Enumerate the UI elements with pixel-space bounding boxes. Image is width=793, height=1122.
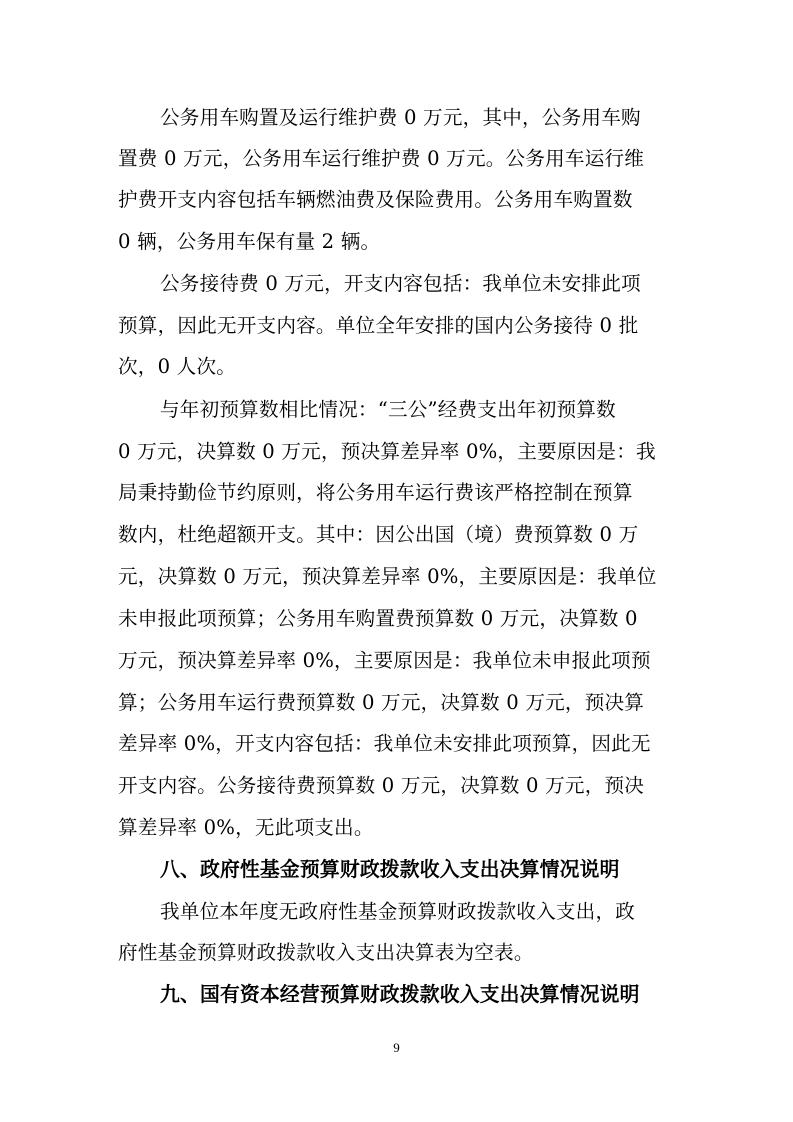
paragraph-line: 算；公务用车运行费预算数 0 万元，决算数 0 万元，预决算 — [118, 691, 645, 714]
paragraph-line: 元，决算数 0 万元，预决算差异率 0%，主要原因是：我单位 — [118, 565, 657, 588]
paragraph-line: 府性基金预算财政拨款收入支出决算表为空表。 — [118, 941, 534, 964]
paragraph-line: 置费 0 万元，公务用车运行维护费 0 万元。公务用车运行维 — [118, 147, 645, 170]
paragraph-line: 万元，预决算差异率 0%，主要原因是：我单位未申报此项预 — [118, 649, 651, 672]
page-number: 9 — [393, 1040, 400, 1055]
paragraph-line: 未申报此项预算；公务用车购置费预算数 0 万元，决算数 0 — [118, 607, 638, 630]
paragraph-line: 公务接待费 0 万元，开支内容包括：我单位未安排此项 — [160, 272, 641, 295]
paragraph-line: 差异率 0%，开支内容包括：我单位未安排此项预算，因此无 — [118, 732, 651, 755]
paragraph-line: 次，0 人次。 — [118, 355, 237, 378]
paragraph-line: 我单位本年度无政府性基金预算财政拨款收入支出，政 — [160, 900, 636, 923]
paragraph-line: 数内，杜绝超额开支。其中：因公出国（境）费预算数 0 万 — [118, 523, 639, 546]
paragraph-line: 局秉持勤俭节约原则，将公务用车运行费该严格控制在预算 — [118, 481, 633, 504]
paragraph-line: 公务用车购置及运行维护费 0 万元，其中，公务用车购 — [160, 106, 641, 129]
paragraph-line: 0 辆，公务用车保有量 2 辆。 — [118, 230, 381, 253]
section-heading: 八、政府性基金预算财政拨款收入支出决算情况说明 — [160, 858, 620, 881]
paragraph-line: 算差异率 0%，无此项支出。 — [118, 816, 374, 839]
paragraph-line: 0 万元，决算数 0 万元，预决算差异率 0%，主要原因是：我 — [118, 440, 656, 463]
paragraph-line: 开支内容。公务接待费预算数 0 万元，决算数 0 万元，预决 — [118, 774, 645, 797]
section-heading: 九、国有资本经营预算财政拨款收入支出决算情况说明 — [160, 983, 640, 1006]
paragraph-line: 预算，因此无开支内容。单位全年安排的国内公务接待 0 批 — [118, 314, 639, 337]
paragraph-line: 护费开支内容包括车辆燃油费及保险费用。公务用车购置数 — [118, 188, 633, 211]
paragraph-line: 与年初预算数相比情况：“三公”经费支出年初预算数 — [160, 398, 616, 421]
